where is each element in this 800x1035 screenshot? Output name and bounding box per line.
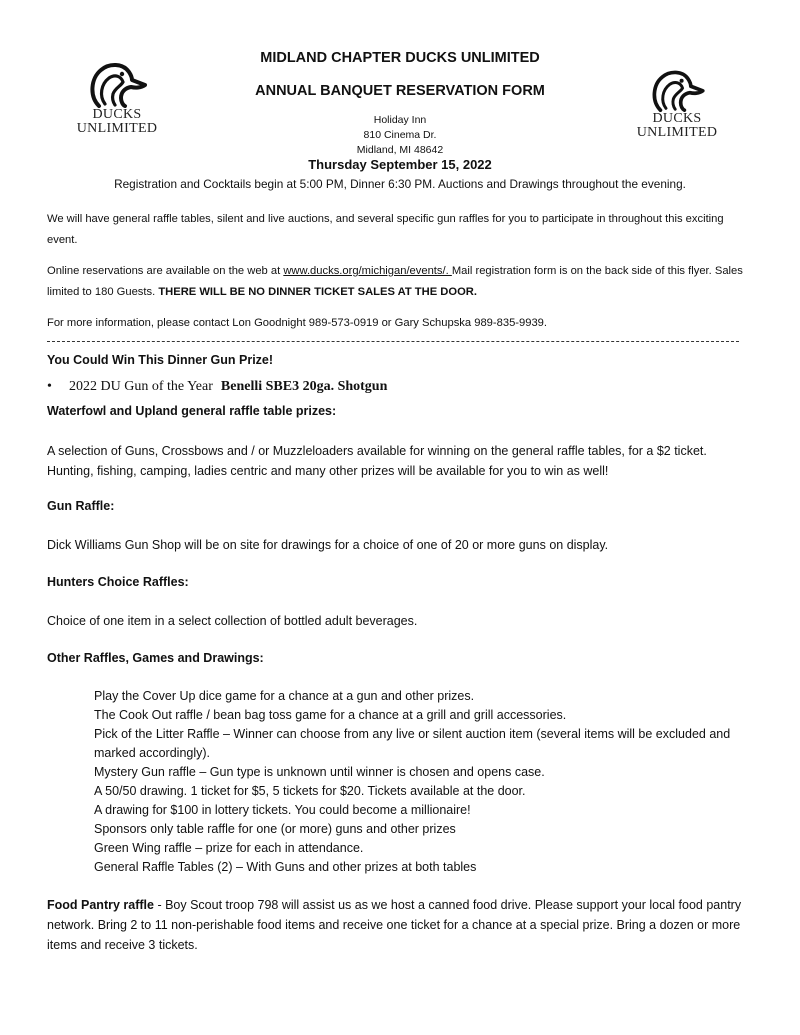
waterfowl-text: A selection of Guns, Crossbows and / or Muzzleloaders available for winning on the general raffle tables, for a $2 ticket. Hunting, fishing, camping, ladies centric and many other prizes will be available for you to win as well! (47, 444, 707, 478)
food-pantry-text: - Boy Scout troop 798 will assist us as we host a canned food drive. Please support your local food pantry network. Bring 2 to 11 non-perishable food items and receive one ticket for a chance at a special prize. Bring a dozen or more items and receive 3 tickets. (47, 898, 742, 952)
reservation-text: Online reservations are available on the web at (47, 265, 284, 277)
venue-street: 810 Cinema Dr. (363, 129, 437, 141)
list-item: The Cook Out raffle / bean bag toss game for a chance at a grill and grill accessories. (94, 708, 567, 722)
intro-paragraph: We will have general raffle tables, silent and live auctions, and several specific gun raffles for you to participate in throughout this exciting event. (47, 213, 724, 246)
event-date: Thursday September 15, 2022 (308, 157, 492, 172)
list-item: Play the Cover Up dice game for a chance at a gun and other prizes. (94, 689, 475, 703)
logo-text-line2: UNLIMITED (636, 125, 718, 140)
dashed-divider (47, 341, 739, 342)
hunters-choice-heading: Hunters Choice Raffles: (47, 575, 189, 589)
gun-raffle-heading: Gun Raffle: (47, 499, 115, 513)
dinner-gun-item (47, 379, 387, 395)
logo-text-line1: DUCKS (92, 107, 142, 122)
no-door-sales-notice: THERE WILL BE NO DINNER TICKET SALES AT THE DOOR. (158, 286, 477, 298)
list-item: Sponsors only table raffle for one (or more) guns and other prizes (94, 822, 456, 836)
reservation-paragraph (47, 261, 747, 303)
dinner-gun-heading: You Could Win This Dinner Gun Prize! (47, 353, 274, 367)
contact-paragraph: For more information, please contact Lon Goodnight 989-573-0919 or Gary Schupska 989-835-9939. (47, 317, 548, 329)
form-title: ANNUAL BANQUET RESERVATION FORM (255, 83, 545, 99)
event-schedule: Registration and Cocktails begin at 5:00 PM, Dinner 6:30 PM. Auctions and Drawings throughout the evening. (114, 177, 686, 191)
food-pantry-title: Food Pantry raffle (47, 898, 154, 912)
hunters-choice-text: Choice of one item in a select collection of bottled adult beverages. (47, 614, 418, 628)
gun-raffle-text: Dick Williams Gun Shop will be on site for drawings for a choice of one of 20 or more guns on display. (47, 538, 609, 552)
dinner-gun-item-text: 2022 DU Gun of the Year (69, 379, 213, 394)
waterfowl-heading: Waterfowl and Upland general raffle table prizes: (47, 404, 337, 418)
list-item: Green Wing raffle – prize for each in attendance. (94, 841, 364, 855)
venue-name: Holiday Inn (373, 114, 427, 126)
events-link[interactable]: www.ducks.org/michigan/events/. (283, 265, 452, 277)
logo-text-line2: UNLIMITED (76, 121, 158, 136)
venue-city: Midland, MI 48642 (356, 144, 444, 156)
chapter-title: MIDLAND CHAPTER DUCKS UNLIMITED (260, 50, 540, 66)
list-item: General Raffle Tables (2) – With Guns and other prizes at both tables (94, 860, 477, 874)
other-raffles-list (94, 687, 754, 877)
food-pantry-paragraph (47, 895, 752, 955)
list-item: Pick of the Litter Raffle – Winner can choose from any live or silent auction item (several items will be excluded and marked accordingly). (94, 727, 731, 760)
reservation-text-2: Mail registration form is on the back side of this flyer. Sales limited to 180 Guests. (47, 265, 743, 298)
logo-text-line1: DUCKS (652, 111, 702, 126)
list-item: Mystery Gun raffle – Gun type is unknown until winner is chosen and opens case. (94, 765, 545, 779)
list-item: A drawing for $100 in lottery tickets. You could become a millionaire! (94, 803, 471, 817)
dinner-gun-name: Benelli SBE3 20ga. Shotgun (220, 379, 388, 394)
list-item: A 50/50 drawing. 1 ticket for $5, 5 tickets for $20. Tickets available at the door. (94, 784, 526, 798)
other-raffles-heading: Other Raffles, Games and Drawings: (47, 651, 264, 665)
bullet-icon: • (47, 379, 52, 394)
